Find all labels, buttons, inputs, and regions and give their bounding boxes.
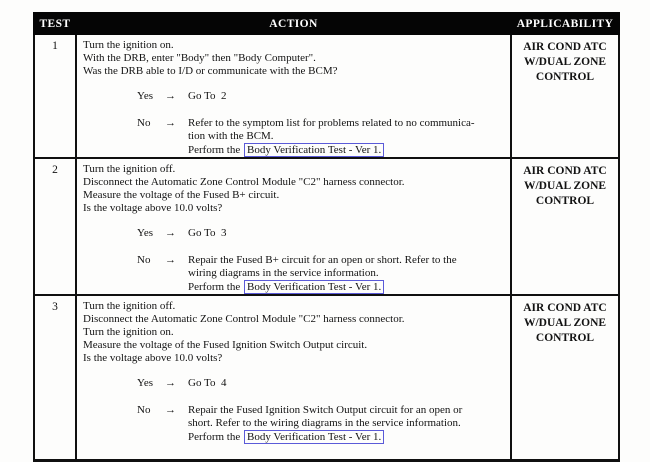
- perform-line: [188, 430, 508, 444]
- applicability-cell: AIR COND ATC W/DUAL ZONE CONTROL: [511, 158, 619, 295]
- body-verification-test-link[interactable]: Body Verification Test - Ver 1.: [244, 280, 384, 294]
- action-cell: [76, 295, 511, 460]
- right-arrow-icon: →: [165, 90, 176, 102]
- action-intro: Turn the ignition on. With the DRB, enter "Body" then "Body Computer". Was the DRB able to I/D or communicate with the BCM?: [83, 39, 338, 77]
- perform-line: [188, 143, 508, 157]
- right-arrow-icon: →: [165, 404, 176, 416]
- diagnostic-test-table: [33, 12, 620, 462]
- no-result: [188, 404, 508, 444]
- action-intro: Turn the ignition off. Disconnect the Automatic Zone Control Module "C2" harness connector. Turn the ignition on. Measure the voltage of the Fused Ignition Switch Output circuit. Is the voltage above 10.0 volts?: [83, 300, 405, 364]
- perform-prefix: Perform the: [188, 281, 241, 293]
- no-label: No: [137, 254, 151, 266]
- yes-branch: [137, 377, 508, 390]
- yes-result: Go To 2: [188, 90, 227, 102]
- no-result: [188, 117, 508, 157]
- perform-prefix: Perform the: [188, 144, 241, 156]
- right-arrow-icon: →: [165, 254, 176, 266]
- test-number: 3: [34, 295, 76, 460]
- yes-label: Yes: [137, 227, 154, 239]
- yes-branch: [137, 90, 508, 103]
- table-header-row: [34, 13, 619, 34]
- action-cell: [76, 34, 511, 158]
- test-number: 2: [34, 158, 76, 295]
- yes-label: Yes: [137, 377, 154, 389]
- no-label: No: [137, 404, 151, 416]
- table-row: [34, 34, 619, 158]
- yes-result: Go To 4: [188, 377, 227, 389]
- right-arrow-icon: →: [165, 227, 176, 239]
- action-intro: Turn the ignition off. Disconnect the Automatic Zone Control Module "C2" harness connector. Measure the voltage of the Fused B+ circuit. Is the voltage above 10.0 volts?: [83, 163, 405, 214]
- body-verification-test-link[interactable]: Body Verification Test - Ver 1.: [244, 143, 384, 157]
- perform-prefix: Perform the: [188, 431, 241, 443]
- yes-result: Go To 3: [188, 227, 227, 239]
- table-row: [34, 295, 619, 460]
- table-row: [34, 158, 619, 295]
- right-arrow-icon: →: [165, 377, 176, 389]
- no-result-lines: Refer to the symptom list for problems related to no communica- tion with the BCM.: [188, 117, 475, 142]
- right-arrow-icon: →: [165, 117, 176, 129]
- no-result-lines: Repair the Fused B+ circuit for an open or short. Refer to the wiring diagrams in the service information.: [188, 254, 457, 279]
- no-label: No: [137, 117, 151, 129]
- perform-line: [188, 280, 508, 294]
- body-verification-test-link[interactable]: Body Verification Test - Ver 1.: [244, 430, 384, 444]
- header-applicability: APPLICABILITY: [511, 13, 619, 34]
- no-branch: [137, 404, 508, 444]
- no-branch: [137, 254, 508, 294]
- yes-branch: [137, 227, 508, 240]
- applicability-cell: AIR COND ATC W/DUAL ZONE CONTROL: [511, 295, 619, 460]
- applicability-cell: AIR COND ATC W/DUAL ZONE CONTROL: [511, 34, 619, 158]
- test-number: 1: [34, 34, 76, 158]
- yes-label: Yes: [137, 90, 154, 102]
- no-result: [188, 254, 508, 294]
- header-action: ACTION: [76, 13, 511, 34]
- action-cell: [76, 158, 511, 295]
- no-result-lines: Repair the Fused Ignition Switch Output circuit for an open or short. Refer to the wiring diagrams in the service information.: [188, 404, 463, 429]
- header-test: TEST: [34, 13, 76, 34]
- no-branch: [137, 117, 508, 157]
